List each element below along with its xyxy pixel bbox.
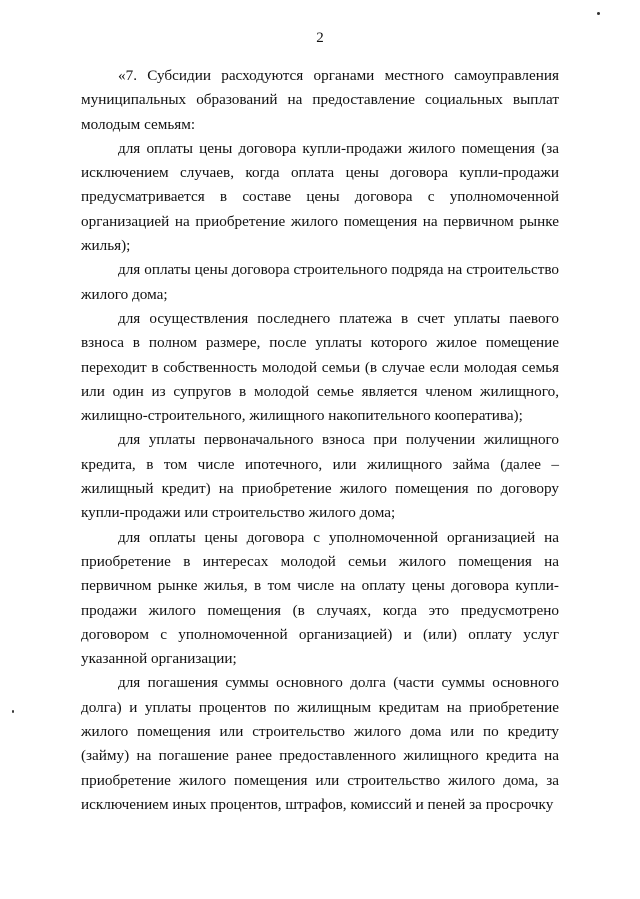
paragraph-construction-contract: для оплаты цены договора строительного подряда на строительство жилого дома;	[81, 261, 559, 303]
paragraph-authorized-organization: для оплаты цены договора с уполномоченной организацией на приобретение в интересах молодой семьи жилого помещения на первичном рынке жилья, в том числе на оплату цены договора купли-продажи жилого помещения (в случаях, когда это предусмотрено договором с уполномоченной организацией) и (или) оплату услуг указанной организации;	[81, 528, 559, 668]
scan-speck	[12, 710, 14, 713]
scan-speck	[597, 12, 600, 15]
paragraph-initial-payment: для уплаты первоначального взноса при получении жилищного кредита, в том числе ипотечного, или жилищного займа (далее – жилищный кредит) на приобретение жилого помещения по договору купли-продажи или строительство жилого дома;	[81, 431, 559, 522]
paragraph-loan-repayment: для погашения суммы основного долга (части суммы основного долга) и уплаты процентов по жилищным кредитам на приобретение жилого помещения или строительство жилого дома или по кредиту (займу) на погашение ранее предоставленного жилищного кредита на приобретение жилого помещения или строительство жилого дома, за исключением иных процентов, штрафов, комиссий и пеней за просрочку	[81, 674, 559, 813]
paragraph-intro: «7. Субсидии расходуются органами местного самоуправления муниципальных образований на предоставление социальных выплат молодым семьям:	[81, 67, 559, 133]
page-number: 2	[316, 30, 324, 46]
paragraph-share-contribution: для осуществления последнего платежа в счет уплаты паевого взноса в полном размере, после уплаты которого жилое помещение переходит в собственность молодой семьи (в случае если молодая семья или один из супругов в молодой семье является членом жилищного, жилищно-строительного, жилищного накопительного кооператива);	[81, 309, 559, 425]
body-text	[81, 64, 559, 817]
paragraph-purchase-contract: для оплаты цены договора купли-продажи жилого помещения (за исключением случаев, когда оплата цены договора купли-продажи предусматривается в составе цены договора с уполномоченной организацией на приобретение жилого помещения на первичном рынке жилья);	[81, 139, 559, 255]
